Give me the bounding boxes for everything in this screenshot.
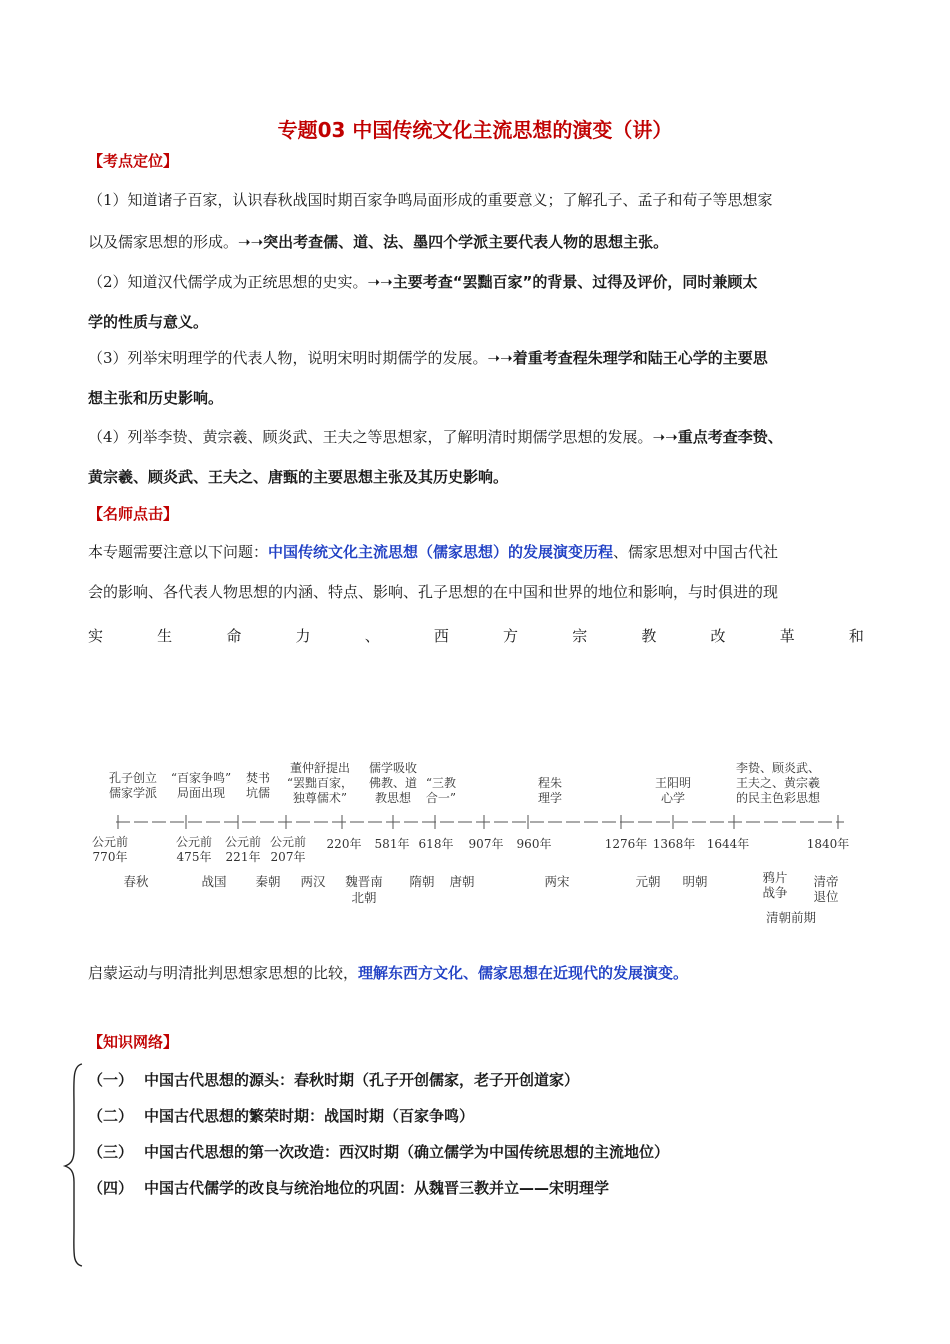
dynasty-label: 隋朝 (409, 874, 435, 889)
event-label: 教思想 (374, 791, 412, 805)
event-label: 王夫之、黄宗羲 (735, 776, 821, 790)
exam-point-2-line2: 学的性质与意义。 (88, 313, 209, 331)
network-item-2: （二） 中国古代思想的繁荣时期：战国时期（百家争鸣） (88, 1107, 475, 1125)
event-label: 坑儒 (245, 786, 271, 800)
event-label: 合一” (425, 791, 457, 805)
date-label: 221年 (225, 850, 261, 864)
event-label: 独尊儒术” (292, 791, 348, 805)
exam-point-3-line2: 想主张和历史影响。 (88, 389, 224, 407)
timeline-figure (88, 760, 856, 940)
event-label: 程朱 (537, 776, 563, 790)
date-label: 公元前 (269, 835, 307, 849)
dynasty-label: 清朝前期 (765, 910, 817, 925)
event-label: 佛教、道 (368, 776, 418, 790)
dynasty-label: 元朝 (635, 874, 661, 889)
date-label: 207年 (270, 850, 306, 864)
date-label: 公元前 (91, 835, 129, 849)
event-label: 王阳明 (654, 776, 692, 790)
teacher-notes-line1: 本专题需要注意以下问题：中国传统文化主流思想（儒家思想）的发展演变历程、儒家思想对中国古代社 (88, 543, 779, 561)
dynasty-label: 魏晋南 (345, 874, 383, 889)
event-label: 焚书 (245, 771, 271, 785)
section-heading-knowledge-network: 【知识网络】 (88, 1033, 179, 1051)
dynasty-label: 北朝 (351, 890, 377, 905)
dynasty-label: 清帝 (813, 874, 839, 889)
arrow-icon: ➝➝ (652, 428, 678, 446)
date-label: 770年 (92, 850, 128, 864)
network-item-3: （三） 中国古代思想的第一次改造：西汉时期（确立儒学为中国传统思想的主流地位） (88, 1143, 670, 1161)
network-item-1: （一） 中国古代思想的源头：春秋时期（孔子开创儒家，老子开创道家） (88, 1071, 580, 1089)
dynasty-label: 春秋 (123, 874, 149, 889)
exam-point-1-line2: 以及儒家思想的形成。➝➝突出考查儒、道、法、墨四个学派主要代表人物的思想主张。 (88, 233, 669, 251)
event-label: “百家争鸣” (170, 771, 232, 785)
event-label: 董仲舒提出 (289, 761, 351, 775)
event-label: 理学 (537, 791, 563, 805)
dynasty-label: 鸦片 (762, 870, 788, 885)
event-label: 的民主色彩思想 (735, 791, 821, 805)
event-label: 孔子创立 (108, 771, 158, 785)
date-label: 公元前 (175, 835, 213, 849)
date-label: 618年 (418, 837, 454, 851)
dynasty-label: 战争 (762, 885, 788, 900)
event-label: 局面出现 (176, 786, 226, 800)
section-heading-exam-points: 【考点定位】 (88, 152, 179, 170)
dynasty-label: 秦朝 (255, 874, 281, 889)
arrow-icon: ➝➝ (367, 273, 393, 291)
event-label: 心学 (660, 791, 686, 805)
timeline-svg (88, 760, 856, 940)
date-label: 1368年 (652, 837, 696, 851)
date-label: 907年 (468, 837, 504, 851)
dynasty-label: 退位 (813, 889, 839, 904)
event-label: “罢黜百家， (286, 776, 354, 790)
dynasty-label: 明朝 (682, 874, 708, 889)
section-heading-teacher-notes: 【名师点击】 (88, 505, 179, 523)
dynasty-label: 两宋 (544, 874, 570, 889)
exam-point-1-line1: （1）知道诸子百家，认识春秋战国时期百家争鸣局面形成的重要意义；了解孔子、孟子和荀子等思想家 (88, 191, 773, 209)
dynasty-label: 战国 (201, 874, 227, 889)
event-label: 儒学吸收 (368, 761, 418, 775)
dynasty-label: 两汉 (300, 874, 326, 889)
teacher-notes-line4: 启蒙运动与明清批判思想家思想的比较，理解东西方文化、儒家思想在近现代的发展演变。 (88, 964, 689, 982)
event-label: “三教 (425, 776, 457, 790)
date-label: 220年 (326, 837, 362, 851)
exam-point-2-line1: （2）知道汉代儒学成为正统思想的史实。➝➝主要考查“罢黜百家”的背景、过得及评价，同时兼顾太 (88, 273, 758, 291)
event-label: 儒家学派 (108, 786, 158, 800)
teacher-notes-line3: 实 生 命 力 、 西 方 宗 教 改 革 和 (88, 627, 864, 645)
arrow-icon: ➝➝ (238, 233, 264, 251)
exam-point-4-line1: （4）列举李贽、黄宗羲、顾炎武、王夫之等思想家，了解明清时期儒学思想的发展。➝➝重点考查李贽、 (88, 428, 783, 446)
event-label: 李贽、顾炎武、 (735, 761, 821, 775)
date-label: 1840年 (806, 837, 850, 851)
date-label: 960年 (516, 837, 552, 851)
page-title: 专题03 中国传统文化主流思想的演变（讲） (277, 118, 673, 142)
dynasty-label: 唐朝 (449, 874, 475, 889)
date-label: 公元前 (224, 835, 262, 849)
teacher-notes-line2: 会的影响、各代表人物思想的内涵、特点、影响、孔子思想的在中国和世界的地位和影响，与时俱进的现 (88, 583, 779, 601)
exam-point-4-line2: 黄宗羲、顾炎武、王夫之、唐甄的主要思想主张及其历史影响。 (88, 468, 509, 486)
network-item-4: （四） 中国古代儒学的改良与统治地位的巩固：从魏晋三教并立——宋明理学 (88, 1179, 610, 1197)
arrow-icon: ➝➝ (487, 349, 513, 367)
date-label: 581年 (374, 837, 410, 851)
date-label: 475年 (176, 850, 212, 864)
exam-point-3-line1: （3）列举宋明理学的代表人物，说明宋明时期儒学的发展。➝➝着重考查程朱理学和陆王心学的主要思 (88, 349, 768, 367)
brace-icon (62, 1062, 86, 1268)
date-label: 1644年 (706, 837, 750, 851)
date-label: 1276年 (604, 837, 648, 851)
